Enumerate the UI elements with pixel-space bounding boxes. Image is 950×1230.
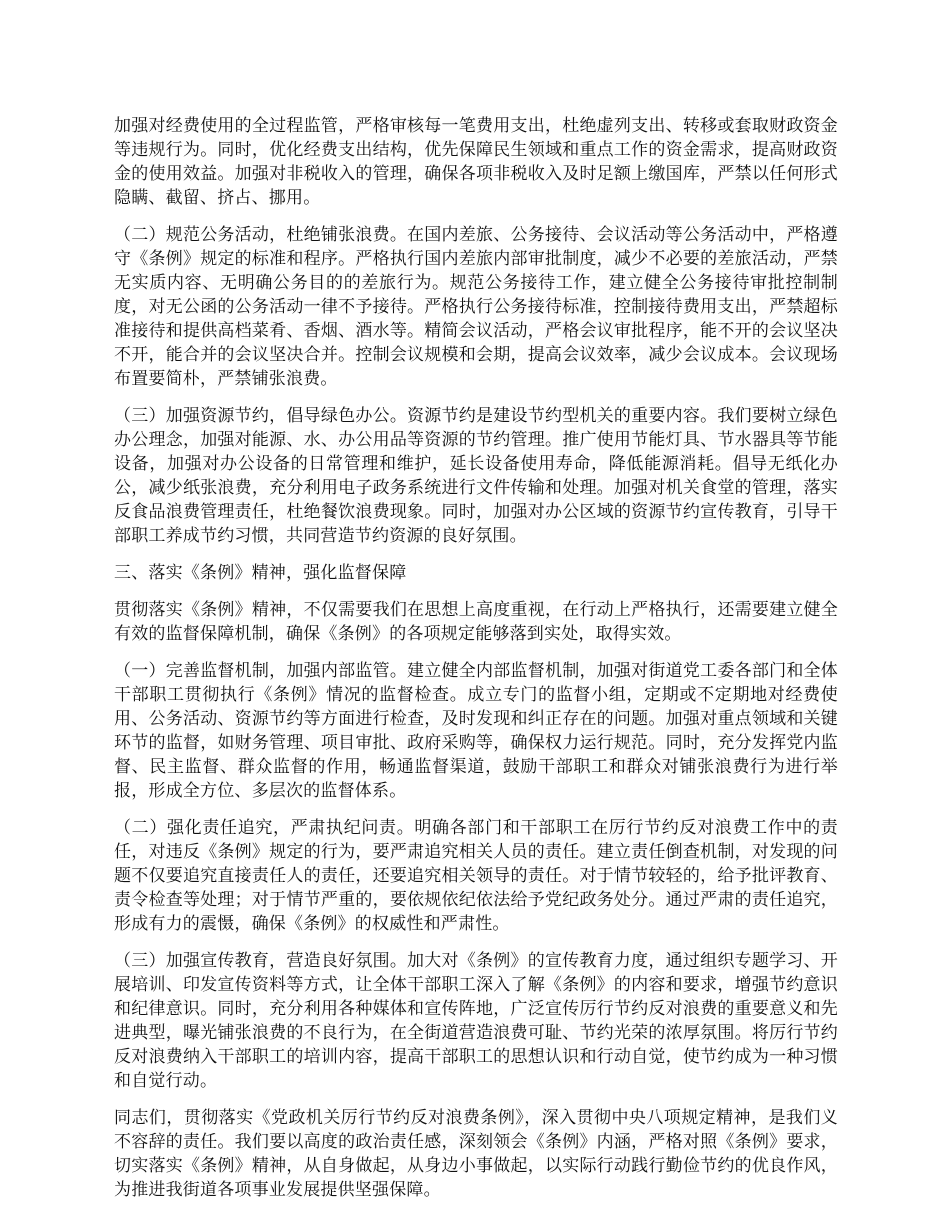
paragraph-closing: 同志们，贯彻落实《党政机关厉行节约反对浪费条例》，深入贯彻中央八项规定精神，是我们义不容辞的责任。我们要以高度的政治责任感，深刻领会《条例》内涵，严格对照《条例》要求，切实落实《条例》精神，从自身做起，从身边小事做起，以实际行动践行勤俭节约的优良作风，为推进我街道各项事业发展提供坚强保障。 — [114, 1108, 838, 1200]
paragraph-accountability: （二）强化责任追究，严肃执纪问责。明确各部门和干部职工在厉行节约反对浪费工作中的责任，对违反《条例》规定的行为，要严肃追究相关人员的责任。建立责任倒查机制，对发现的问题不仅要追究直接责任人的责任，还要追究相关领导的责任。对于情节较轻的，给予批评教育、责令检查等处理；对于情节严重的，要依规依纪依法给予党纪政务处分。通过严肃的责任追究，形成有力的震慑，确保《条例》的权威性和严肃性。 — [114, 818, 838, 934]
section-heading-3: 三、落实《条例》精神，强化监督保障 — [114, 563, 407, 583]
paragraph-resource-saving: （三）加强资源节约，倡导绿色办公。资源节约是建设节约型机关的重要内容。我们要树立绿色办公理念，加强对能源、水、办公用品等资源的节约管理。推广使用节能灯具、节水器具等节能设备，加强对办公设备的日常管理和维护，延长设备使用寿命，降低能源消耗。倡导无纸化办公，减少纸张浪费，充分利用电子政务系统进行文件传输和处理。加强对机关食堂的管理，落实反食品浪费管理责任，杜绝餐饮浪费现象。同时，加强对办公区域的资源节约宣传教育，引导干部职工养成节约习惯，共同营造节约资源的良好氛围。 — [114, 406, 838, 546]
paragraph-fund-supervision: 加强对经费使用的全过程监管，严格审核每一笔费用支出，杜绝虚列支出、转移或套取财政资金等违规行为。同时，优化经费支出结构，优先保障民生领域和重点工作的资金需求，提高财政资金的使用效益。加强对非税收入的管理，确保各项非税收入及时足额上缴国库，严禁以任何形式隐瞒、截留、挤占、挪用。 — [114, 116, 838, 208]
paragraph-regulate-official-activities: （二）规范公务活动，杜绝铺张浪费。在国内差旅、公务接待、会议活动等公务活动中，严格遵守《条例》规定的标准和程序。严格执行国内差旅内部审批制度，减少不必要的差旅活动，严禁无实质内容、无明确公务目的的差旅行为。规范公务接待工作，建立健全公务接待审批控制制度，对无公函的公务活动一律不予接待。严格执行公务接待标准，控制接待费用支出，严禁超标准接待和提供高档菜肴、香烟、酒水等。精简会议活动，严格会议审批程序，能不开的会议坚决不开，能合并的会议坚决合并。控制会议规模和会期，提高会议效率，减少会议成本。会议现场布置要简朴，严禁铺张浪费。 — [114, 225, 838, 389]
paragraph-publicity-education: （三）加强宣传教育，营造良好氛围。加大对《条例》的宣传教育力度，通过组织专题学习、开展培训、印发宣传资料等方式，让全体干部职工深入了解《条例》的内容和要求，增强节约意识和纪律意识。同时，充分利用各种媒体和宣传阵地，广泛宣传厉行节约反对浪费的重要意义和先进典型，曝光铺张浪费的不良行为，在全街道营造浪费可耻、节约光荣的浓厚氛围。将厉行节约反对浪费纳入干部职工的培训内容，提高干部职工的思想认识和行动自觉，使节约成为一种习惯和自觉行动。 — [114, 951, 838, 1091]
paragraph-section-3-intro: 贯彻落实《条例》精神，不仅需要我们在思想上高度重视，在行动上严格执行，还需要建立健全有效的监督保障机制，确保《条例》的各项规定能够落到实处，取得实效。 — [114, 600, 838, 644]
paragraph-supervision-mechanism: （一）完善监督机制，加强内部监管。建立健全内部监督机制，加强对街道党工委各部门和全体干部职工贯彻执行《条例》情况的监督检查。成立专门的监督小组，定期或不定期地对经费使用、公务活动、资源节约等方面进行检查，及时发现和纠正存在的问题。加强对重点领域和关键环节的监督，如财务管理、项目审批、政府采购等，确保权力运行规范。同时，充分发挥党内监督、民主监督、群众监督的作用，畅通监督渠道，鼓励干部职工和群众对铺张浪费行为进行举报，形成全方位、多层次的监督体系。 — [114, 661, 838, 801]
